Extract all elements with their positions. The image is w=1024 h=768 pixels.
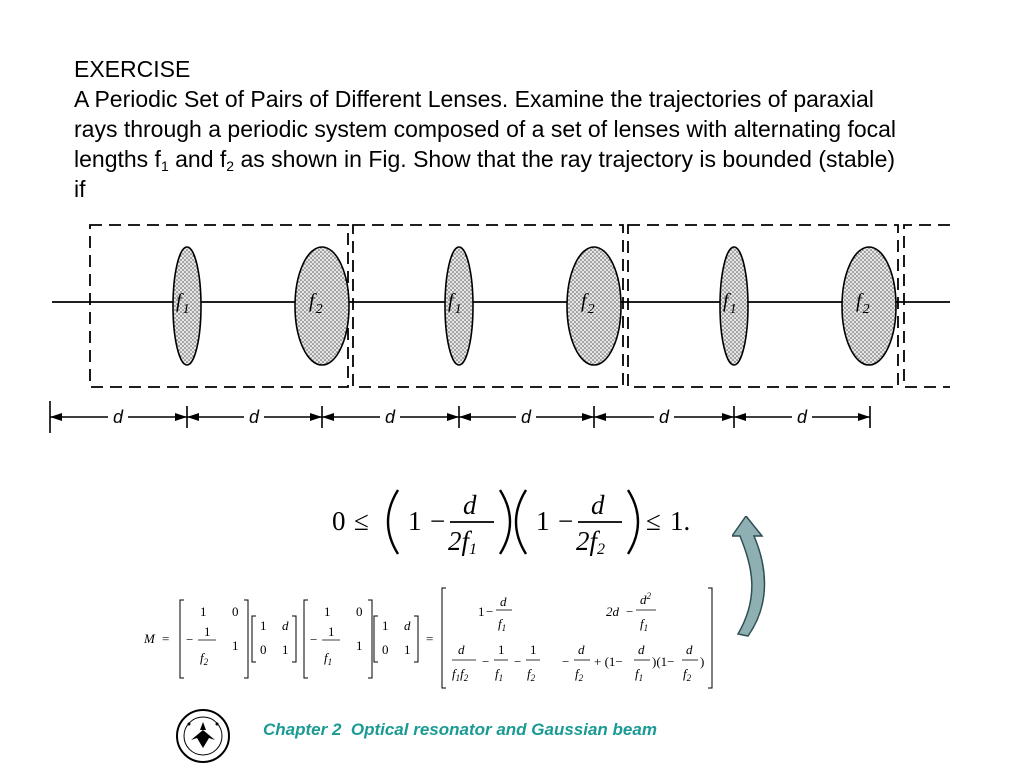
spacing-label-d: d (248, 407, 260, 427)
spacing-label-d: d (658, 407, 670, 427)
svg-text:0: 0 (382, 642, 389, 657)
svg-text:d: d (458, 642, 465, 657)
lens-label-f2: $f_2$ (309, 290, 323, 317)
exercise-line-2: rays through a periodic system composed of a set of lenses with alternating focal (74, 116, 897, 142)
exercise-heading: EXERCISE (74, 56, 191, 82)
svg-text:−: − (558, 506, 574, 536)
svg-text:−: − (430, 506, 446, 536)
svg-text:+ (1−: + (1− (594, 654, 623, 669)
svg-text:0: 0 (356, 604, 363, 619)
lens-label-sub: 1 (182, 302, 190, 317)
svg-text:0: 0 (232, 604, 239, 619)
svg-text:f2: $f_2$ (683, 666, 692, 683)
svg-text:f1: $f_1$ (495, 666, 504, 683)
transfer-matrix-equation (142, 586, 722, 692)
svg-text:1: 1 (382, 618, 389, 633)
svg-text:d2: $d^2$ (640, 591, 651, 607)
svg-text:d: d (686, 642, 693, 657)
svg-text:1: 1 (260, 618, 267, 633)
svg-text:d: d (591, 490, 605, 520)
svg-text:d: d (638, 642, 645, 657)
svg-text:−: − (482, 654, 490, 669)
lens-label-f1: $f_1$ (176, 290, 190, 317)
svg-text:=: = (426, 631, 434, 646)
spacing-label-d: d (384, 407, 396, 427)
svg-text:2d: 2d (606, 604, 619, 619)
svg-text:1: 1 (200, 604, 207, 619)
svg-text:f1: $f_1$ (324, 650, 333, 667)
lens-system-figure (0, 215, 1000, 440)
svg-text:−: − (626, 604, 634, 619)
spacing-label-d: d (520, 407, 532, 427)
lens-label-f1: $f_1$ (448, 290, 462, 317)
svg-text:−: − (514, 654, 522, 669)
svg-text:−: − (562, 654, 570, 669)
svg-text:2f1: 2f1 (448, 526, 478, 558)
exercise-text (74, 54, 1004, 204)
svg-text:0: 0 (332, 506, 346, 536)
svg-text:f1: $f_1$ (635, 666, 644, 683)
svg-text:f1: $f_1$ (498, 616, 507, 633)
svg-text:≤: ≤ (354, 506, 369, 536)
lens-label-f2: $f_2$ (581, 290, 595, 317)
lens-label-f1: $f_1$ (723, 290, 737, 317)
exercise-line-1: A Periodic Set of Pairs of Different Lenses. Examine the trajectories of paraxial (74, 86, 874, 112)
svg-text:f1f2: $f_1f_2$ (452, 666, 469, 683)
chapter-footer: Chapter 2 Optical resonator and Gaussian beam (263, 720, 657, 739)
svg-text:1: 1 (530, 642, 537, 657)
svg-text:0: 0 (260, 642, 267, 657)
svg-text:1: 1 (408, 506, 422, 536)
svg-text:1: 1 (232, 638, 239, 653)
svg-text:=: = (162, 631, 170, 646)
unit-cell-boxes (90, 225, 950, 387)
svg-text:1: 1 (478, 604, 485, 619)
svg-text:1: 1 (498, 642, 505, 657)
svg-text:f2: $f_2$ (527, 666, 536, 683)
svg-text:≤: ≤ (646, 506, 661, 536)
svg-text:1: 1 (324, 604, 331, 619)
svg-text:f2: $f_2$ (575, 666, 584, 683)
spacing-label-d: d (112, 407, 124, 427)
exercise-line-3: lengths $f_1$ and $f_2$ as shown in Fig. Show that the ray trajectory is bounded (stable) (74, 146, 896, 174)
spacing-label-d: d (796, 407, 808, 427)
svg-text:1: 1 (536, 506, 550, 536)
svg-text:2f2: 2f2 (576, 526, 606, 558)
svg-text:f1: $f_1$ (640, 616, 649, 633)
svg-text:1: 1 (356, 638, 363, 653)
svg-text:1: 1 (328, 624, 335, 639)
svg-text:f2: $f_2$ (200, 650, 209, 667)
svg-text:1: 1 (204, 624, 211, 639)
svg-text:d: d (404, 618, 411, 633)
svg-text:−: − (310, 632, 318, 647)
svg-text:1: 1 (282, 642, 289, 657)
exercise-line-4: if (74, 176, 86, 202)
svg-text:−: − (186, 632, 194, 647)
stability-inequality (328, 478, 698, 568)
svg-text:−: − (486, 604, 494, 619)
svg-text:M: M (144, 631, 155, 646)
university-emblem-logo (175, 708, 231, 764)
lens-label-f2: $f_2$ (856, 290, 870, 317)
svg-text:): ) (700, 654, 705, 669)
svg-text:1: 1 (404, 642, 411, 657)
unit-cell-4-partial (904, 225, 950, 387)
svg-text:d: d (282, 618, 289, 633)
svg-text:)(1−: )(1− (652, 654, 675, 669)
svg-text:d: d (500, 594, 507, 609)
svg-text:d: d (463, 490, 477, 520)
curved-up-arrow-icon[interactable] (732, 516, 772, 640)
svg-text:d: d (578, 642, 585, 657)
svg-text:1.: 1. (670, 506, 691, 536)
